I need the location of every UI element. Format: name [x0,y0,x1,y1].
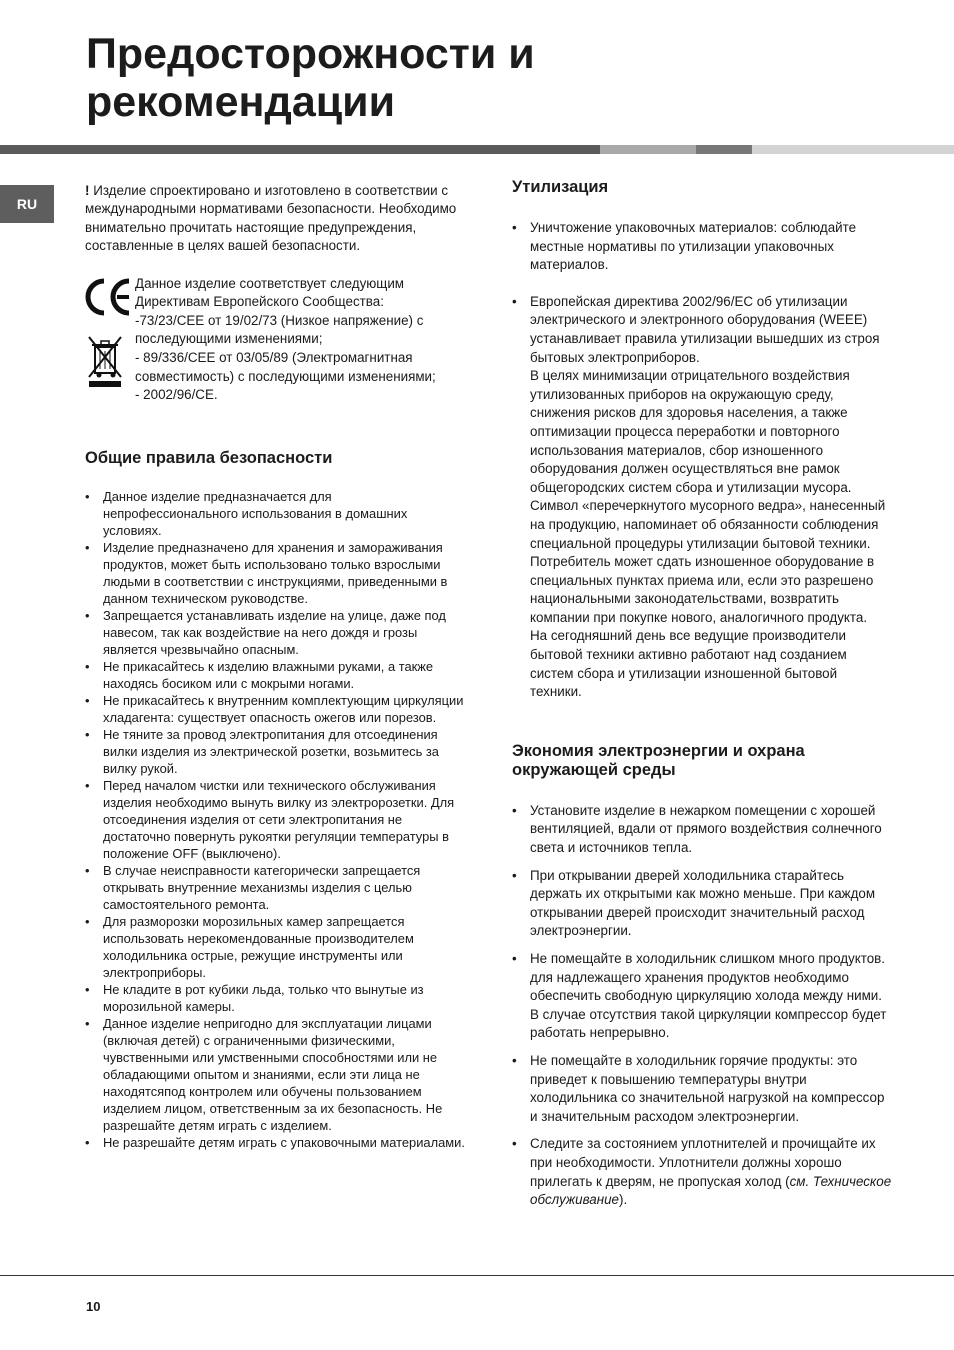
weee-paragraph: Потребитель может сдать изношенное оборудование в специальных пунктах приема или, если это разрешено национальными законодательствами, возвратить компании при покупке нового, аналогичного продукта. [530,554,875,625]
list-item-text: Запрещается устанавливать изделие на улице, даже под навесом, так как воздействие на него дождя и грозы является чрезвычайно опасным. [103,607,446,657]
list-item-text: Уничтожение упаковочных материалов: соблюдайте местные нормативы по утилизации упаковочных материалов. [530,220,857,273]
bullet: • [85,726,90,742]
bullet: • [85,981,90,997]
eco-heading: Экономия электроэнергии и охрана окружающей среды [512,741,805,779]
header-rule-pale [752,145,954,154]
bullet: • [85,692,90,708]
page-title [86,30,906,126]
list-item [85,692,465,726]
list-item-text: Данное изделие предназначается для непрофессионального использования в домашних условиях. [103,488,408,538]
list-item-end: ). [619,1192,628,1208]
crossed-bin-icon [86,333,124,389]
list-item-text: Изделие предназначено для хранения и замораживания продуктов, может быть использовано только взрослыми людьми в соответствии с инструкциями, приведенными в данном техническом руководстве. [103,539,448,606]
bullet: • [85,658,90,674]
bullet: • [512,802,517,818]
list-item-text: Не прикасайтесь к изделию влажными руками, а также находясь босиком или с мокрыми ногами. [103,658,434,691]
list-item-text: Не прикасайтесь к внутренним комплектующим циркуляции хладагента: существует опасность ожегов или порезов. [103,692,464,725]
bullet: • [85,1134,90,1150]
left-column [85,182,465,1151]
list-item [512,867,892,941]
list-item-text: Не кладите в рот кубики льда, только что вынутые из морозильной камеры. [103,981,424,1014]
ce-directives [135,275,465,405]
list-item [85,1015,465,1134]
list-item-text: Не тяните за провод электропитания для отсоединения вилки изделия из электрической розетки, возьмитесь за вилку рукой. [103,726,439,776]
list-item [85,488,465,539]
list-item-text: Перед началом чистки или технического обслуживания изделия необходимо вынуть вилку из электророзетки. Для отсоединения изделия от сети электропитания не достаточно повернуть рукоятки регуляции температуры в положение OFF (выключено). [103,777,455,861]
page-number: 10 [86,1299,101,1314]
list-item [85,658,465,692]
ce-mark-icon [85,277,133,317]
title-line-1: Предосторожности и [86,30,535,78]
bullet: • [512,293,517,309]
bullet: • [512,1052,517,1068]
header-rule-light [600,145,696,154]
list-item [85,1134,465,1151]
bullet: • [85,913,90,929]
ce-line: - 2002/96/CE. [135,387,218,403]
list-item [85,539,465,607]
list-item-text: Данное изделие непригодно для эксплуатации лицами (включая детей) с ограниченными физическими, чувственными или умственными способностями или не обладающими опытом и знаниями, если эти лица не находятсяпод контролем или обучены пользованием изделием лицом, ответственным за их безопасность. Не разрешайте детям играть с изделием. [103,1015,443,1133]
list-item [512,1052,892,1126]
intro-paragraph [85,182,465,256]
list-item [512,219,892,275]
bullet: • [512,1136,517,1152]
list-item [85,981,465,1015]
ce-compliance-block [85,275,465,415]
safety-list [85,488,465,1151]
list-item [512,950,892,1043]
safety-heading: Общие правила безопасности [85,448,333,467]
list-item [512,293,892,702]
list-item [512,1135,892,1209]
bullet: • [85,862,90,878]
ce-line: Данное изделие соответствует следующим Директивам Европейского Сообщества: [135,275,405,310]
right-column [512,178,892,1210]
bullet: • [85,777,90,793]
language-tab: RU [0,185,54,223]
ce-line: -73/23/CEE от 19/02/73 (Низкое напряжение) с последующими изменениями; [135,312,424,347]
list-item-text: При открывании дверей холодильника старайтесь держать их открытыми как можно меньше. При каждом открывании дверей происходит значительный расход электроэнергии. [530,867,876,939]
list-item-text: Не помещайте в холодильник горячие продукты: это приведет к повышению температуры внутри холодильника со значительной нагрузкой на компрессор и значительным расходом электроэнергии. [530,1052,885,1124]
eco-list [512,802,892,1210]
bullet: • [512,867,517,883]
maintenance-reference: см. Техническое обслуживание [530,1173,892,1208]
title-line-2: рекомендации [86,78,396,126]
list-item-text: В случае неисправности категорически запрещается открывать внутренние механизмы изделия с целью самостоятельного ремонта. [103,862,421,912]
bullet: • [85,607,90,623]
ce-line: - 89/336/CEE от 03/05/89 (Электромагнитная совместимость) с последующими изменениями; [135,350,436,384]
list-item [85,862,465,913]
list-item [512,802,892,858]
disposal-heading: Утилизация [512,178,609,196]
list-item-text: Для разморозки морозильных камер запрещается использовать нерекомендованные производителем холодильника острые, режущие инструменты или электроприборы. [103,913,414,980]
list-item-text: Следите за состоянием уплотнителей и прочищайте их при необходимости. Уплотнители должны хорошо прилегать к дверям, не пропуская холод ( [530,1136,876,1189]
footer-rule [0,1275,954,1276]
bullet: • [85,1015,90,1031]
bullet: • [512,951,517,966]
warning-mark: ! [85,183,90,198]
bullet: • [85,488,90,504]
list-item-text: Не помещайте в холодильник слишком много продуктов. для надлежащего хранения продуктов необходимо обеспечить свободную циркуляцию холода между ними. В случае отсутствия такой циркуляции компрессор будет работать непрерывно. [530,951,887,1041]
list-item-text: Установите изделие в нежарком помещении с хорошей вентиляцией, вдали от прямого воздействия солнечного света и источников тепла. [530,802,882,856]
list-item [85,607,465,658]
disposal-list [512,219,892,702]
intro-text: Изделие спроектировано и изготовлено в соответствии с международными нормативами безопасности. Необходимо внимательно прочитать настоящие предупреждения, составленные в целях вашей безопасности. [85,183,457,254]
weee-paragraph: В целях минимизации отрицательного воздействия утилизованных приборов на окружающую среду, снижения рисков для здоровья населения, а также оптимизации процесса переработки и повторного использования материалов, сбор изношенного оборудования должен осуществляться вне рамок общегородских систем сбора и утилизации мусора. Символ «перечеркнутого мусорного ведра», нанесенный на продукцию, напоминает об обязанности соблюдения специальной процедуры утилизации бытовой техники. [530,368,886,551]
header-rule-dark [0,145,600,154]
bullet: • [85,539,90,555]
header-rule-mid [696,145,752,154]
list-item [85,913,465,981]
weee-paragraph: Европейская директива 2002/96/EC об утилизации электрического и электронного оборудования (WEEE) устанавливает правила утилизации вышедших из строя бытовых электроприборов. [530,293,880,365]
list-item-text: Не разрешайте детям играть с упаковочными материалами. [103,1134,465,1150]
bullet: • [512,220,517,235]
list-item [85,777,465,862]
list-item [85,726,465,777]
weee-paragraph: На сегодняшний день все ведущие производители бытовой техники активно работают над созданием систем сбора и утилизации изношенной бытовой техники. [530,628,847,700]
